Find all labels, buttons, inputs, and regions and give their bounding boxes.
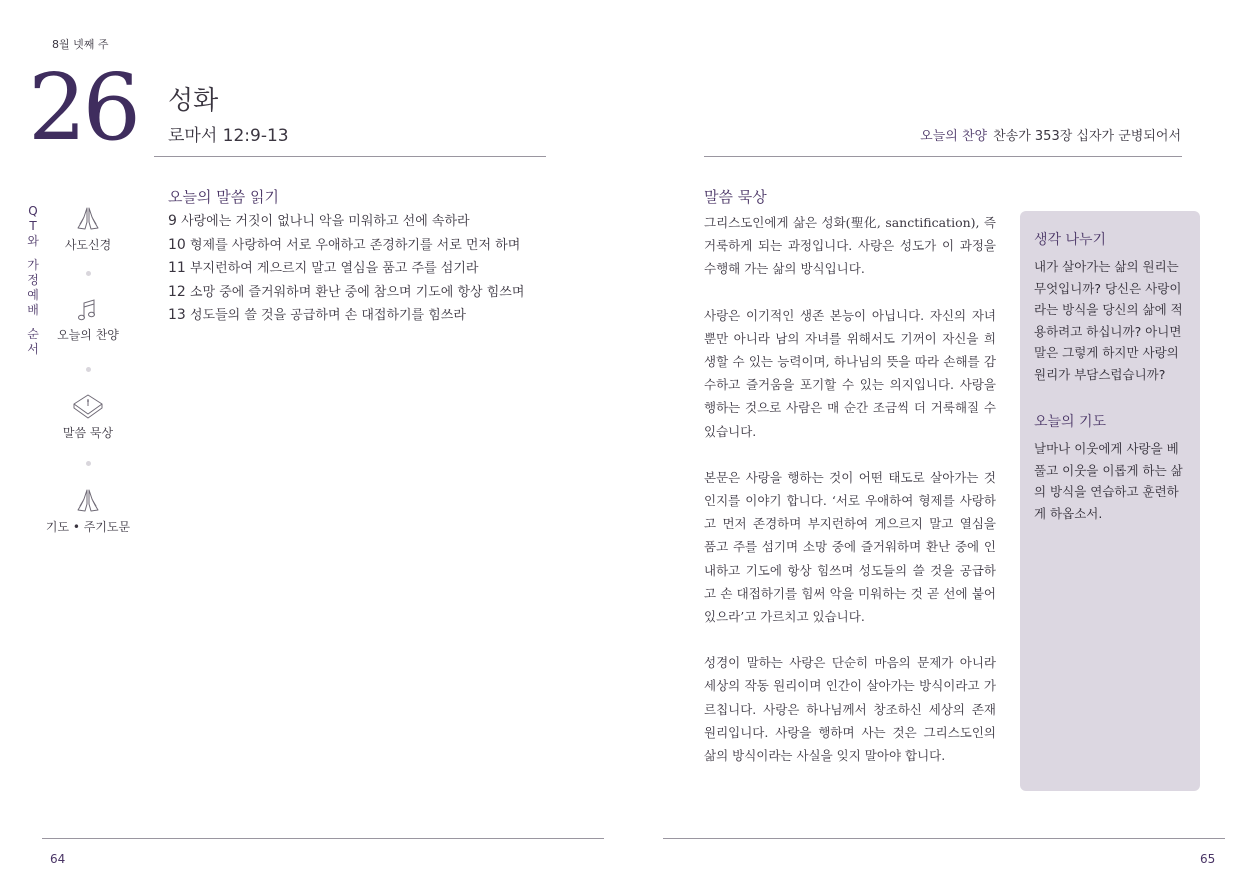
footer-rule-left (42, 838, 604, 839)
verse-text: 사랑에는 거짓이 없나니 악을 미워하고 선에 속하라 (181, 214, 470, 229)
qt-char: Q (28, 204, 38, 218)
meditation-paragraph: 그리스도인에게 삶은 성화(聖化, sanctification), 즉 거룩하게 되는 과정입니다. 사랑은 성도가 이 과정을 수행해 가는 삶의 방식입니다. (704, 215, 996, 277)
qt-gap (24, 318, 42, 327)
reading-heading: 오늘의 말씀 읽기 (168, 188, 279, 206)
page-number-left: 64 (50, 852, 66, 866)
qt-char: 서 (27, 342, 39, 356)
meditation-heading: 말씀 묵상 (704, 188, 767, 206)
verse (168, 304, 548, 328)
verse-number: 13 (168, 307, 186, 324)
verse (168, 281, 548, 305)
step-separator-dot (86, 461, 91, 466)
qt-char: 가 (27, 258, 39, 272)
verse (168, 257, 548, 281)
page-title: 성화 (168, 86, 219, 116)
verse-text: 소망 중에 즐거워하며 환난 중에 참으며 기도에 항상 힘쓰며 (189, 284, 525, 300)
step-separator-dot (86, 271, 91, 276)
music-note-icon (73, 298, 103, 324)
step-hymn (44, 298, 132, 343)
verse-number: 9 (168, 213, 177, 229)
verse-text: 부지런하여 게으르지 말고 열심을 품고 주를 섬기라 (189, 261, 479, 277)
header-rule-right (704, 156, 1182, 157)
step-label: 오늘의 찬양 (57, 328, 119, 342)
share-heading: 생각 나누기 (1034, 232, 1107, 248)
week-label: 8월 넷째 주 (52, 38, 109, 51)
verse-list (168, 210, 548, 328)
step-prayer (44, 486, 132, 535)
prayer-heading: 오늘의 기도 (1034, 414, 1107, 430)
step-apostles-creed (44, 204, 132, 253)
verse-number: 12 (168, 283, 186, 300)
step-meditation (44, 392, 132, 441)
meditation-body (704, 211, 996, 790)
reflection-box (1020, 211, 1200, 791)
qt-char: 배 (27, 303, 39, 317)
step-label: 기도 • 주기도문 (45, 520, 131, 534)
scripture-reference: 로마서 12:9-13 (168, 126, 289, 146)
verse-text: 성도들의 쓸 것을 공급하며 손 대접하기를 힘쓰라 (189, 308, 466, 324)
qt-char: 정 (27, 273, 39, 287)
day-number: 26 (28, 54, 138, 161)
share-text: 내가 살아가는 삶의 원리는 무엇입니까? 당신은 사랑이라는 방식을 당신의 삶에 적용하려고 하십니까? 아니면 말은 그렇게 하지만 사랑의 원리가 부담스럽습니까? (1034, 259, 1183, 382)
hymn-text: 찬송가 353장 십자가 군병되어서 (993, 129, 1181, 144)
header-rule-left (154, 156, 546, 157)
step-separator-dot (86, 367, 91, 372)
prayer-text: 날마나 이웃에게 사랑을 베풀고 이웃을 이롭게 하는 삶의 방식을 연습하고 훈련하게 하옵소서. (1034, 441, 1183, 521)
verse-text: 형제를 사랑하여 서로 우애하고 존경하기를 서로 먼저 하며 (189, 237, 521, 253)
praying-hands-icon (73, 204, 103, 234)
verse (168, 210, 548, 234)
footer-rule-right (663, 838, 1225, 839)
qt-char: 예 (27, 288, 39, 302)
meditation-paragraph: 본문은 사랑을 행하는 것이 어떤 태도로 살아가는 것인지를 이야기 합니다. ‘서로 우애하여 형제를 사랑하고 먼저 존경하며 부지런하여 게으르지 말고 열심을 품고 주를 섬기며 소망 중에 즐거워하며 환난 중에 인내하고 기도에 항상 힘쓰며 성도들의 쓸 것을 공급하고 손 대접하기를 힘써 악을 미워하는 것 곧 선에 붙어 있으라’고 가르치고 있습니다. (704, 469, 996, 625)
bible-icon (71, 392, 105, 422)
page-number-right: 65 (1200, 852, 1216, 866)
hymn-label: 오늘의 찬양 (920, 129, 988, 144)
step-label: 말씀 묵상 (62, 426, 114, 440)
qt-char: 순 (27, 327, 39, 341)
qt-order-vertical-label (24, 204, 42, 357)
meditation-paragraph: 성경이 말하는 사랑은 단순히 마음의 문제가 아니라 세상의 작동 원리이며 인간이 살아가는 방식이라고 가르칩니다. 사랑은 하나님께서 창조하신 세상의 존재 원리입니다. 사랑을 행하며 사는 것은 그리스도인의 삶의 방식이라는 사실을 잊지 말아야 합니다. (704, 655, 996, 764)
qt-char: T (29, 219, 37, 233)
praying-hands-icon (73, 486, 103, 516)
qt-char: 와 (27, 234, 39, 248)
todays-hymn (920, 125, 1181, 144)
verse-number: 11 (168, 260, 186, 277)
qt-gap (24, 249, 42, 258)
verse-number: 10 (168, 236, 186, 253)
step-label: 사도신경 (64, 238, 112, 252)
verse (168, 234, 548, 258)
meditation-paragraph: 사랑은 이기적인 생존 본능이 아닙니다. 자신의 자녀 뿐만 아니라 남의 자녀를 위해서도 기꺼이 자신을 희생할 수 있는 능력이며, 하나님의 뜻을 따라 손해를 감수하고 즐거움을 포기할 수 있는 의지입니다. 사랑을 행하는 것으로 사람은 매 순간 조금씩 더 거룩해질 수 있습니다. (704, 307, 996, 439)
